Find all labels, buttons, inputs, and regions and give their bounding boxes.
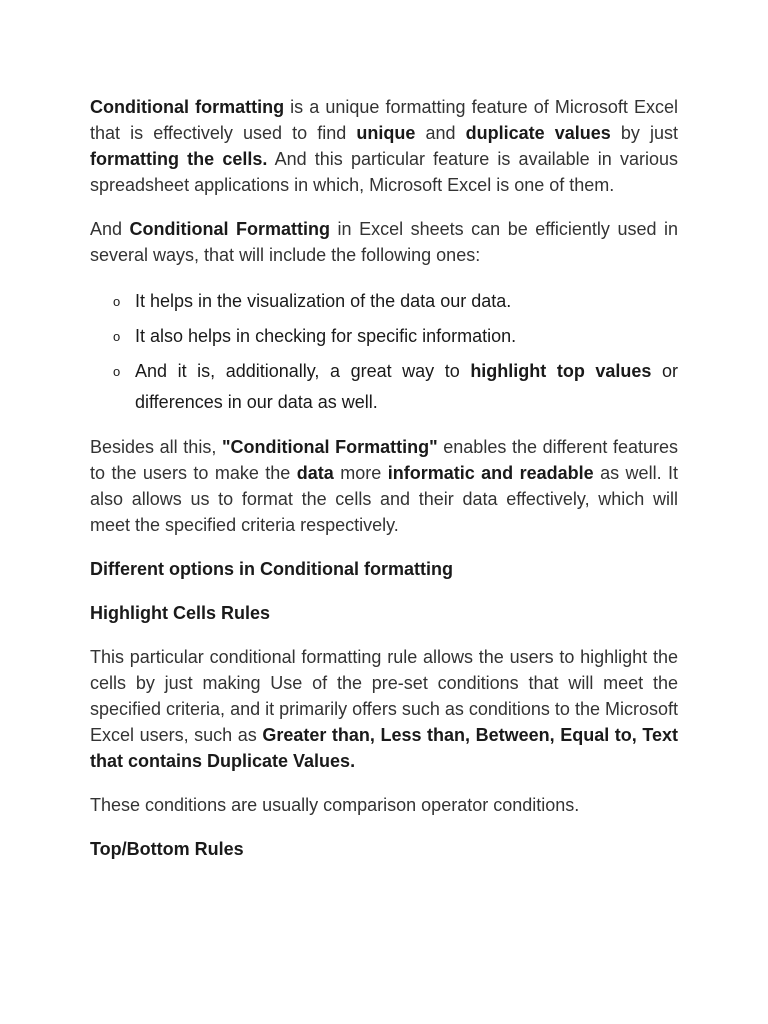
bold-text: Conditional formatting xyxy=(90,97,285,117)
benefits-list xyxy=(90,286,678,418)
bullet-icon: o xyxy=(113,294,121,309)
body-text: by just xyxy=(610,123,678,143)
list-item-text: It also helps in checking for specific information. xyxy=(135,326,517,346)
bold-text: highlight top values xyxy=(470,361,652,381)
bullet-icon: o xyxy=(113,364,121,379)
bold-text: Conditional Formatting xyxy=(129,219,331,239)
bold-text: formatting the cells. xyxy=(90,149,268,169)
bold-text: Greater than, Less than, Between, Equal to, Text that contains Duplicate Values. xyxy=(90,725,678,771)
body-text: This particular conditional formatting rule allows the users to highlight the cells by just making Use of the pre-set conditions that will meet the specified criteria, and it primarily offers such as conditions to the Microsoft Excel users, such as xyxy=(90,647,678,745)
comparison-paragraph: These conditions are usually comparison operator conditions. xyxy=(90,795,580,815)
list-item-text: And it is, additionally, a great way to xyxy=(135,361,471,381)
list-item xyxy=(113,286,678,317)
bold-text: unique xyxy=(356,123,416,143)
usage-paragraph xyxy=(90,216,678,268)
subsection-heading: Highlight Cells Rules xyxy=(90,603,271,623)
body-text: more xyxy=(333,463,388,483)
features-paragraph xyxy=(90,434,678,538)
body-text: as well. It also allows us to format the cells and their data effectively, which will meet the specified criteria respectively. xyxy=(90,463,679,535)
highlight-rules-paragraph xyxy=(90,644,678,774)
bullet-icon: o xyxy=(113,329,121,344)
body-text: in Excel sheets can be efficiently used in several ways, that will include the following ones: xyxy=(90,219,679,265)
body-text: Besides all this, xyxy=(90,437,222,457)
list-item xyxy=(113,321,678,352)
subsection-heading: Top/Bottom Rules xyxy=(90,839,244,859)
body-text: is a unique formatting feature of Microsoft Excel that is effectively used to find xyxy=(90,97,678,143)
body-text: and xyxy=(415,123,466,143)
section-heading: Different options in Conditional formatting xyxy=(90,559,453,579)
intro-paragraph xyxy=(90,94,678,198)
list-item xyxy=(113,356,679,418)
bold-text: duplicate values xyxy=(465,123,611,143)
bold-text: informatic and readable xyxy=(387,463,594,483)
body-text: enables the different features to the users to make the xyxy=(90,437,678,483)
document-page xyxy=(90,94,678,880)
list-item-text: or differences in our data as well. xyxy=(135,361,679,412)
body-text: And this particular feature is available in various spreadsheet applications in which, Microsoft Excel is one of them. xyxy=(90,149,678,195)
body-text: And xyxy=(90,219,130,239)
bold-text: data xyxy=(296,463,334,483)
bold-text: "Conditional Formatting" xyxy=(221,437,438,457)
list-item-text: It helps in the visualization of the data our data. xyxy=(135,291,512,311)
